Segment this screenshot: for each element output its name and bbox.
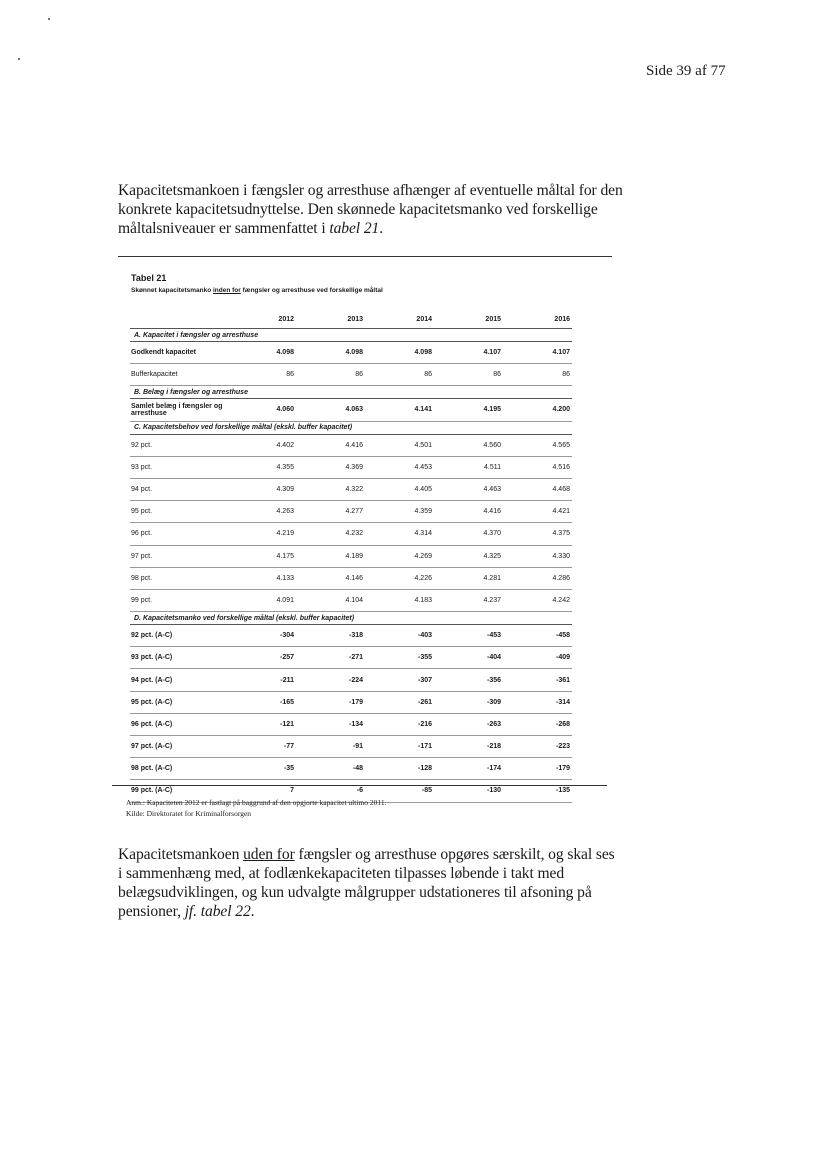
value-cell: -179 <box>296 691 365 713</box>
row-label: 93 pct. (A-C) <box>130 647 227 669</box>
value-cell: 4.375 <box>503 523 572 545</box>
table-row <box>130 399 572 421</box>
value-cell: -404 <box>434 647 503 669</box>
value-cell: 4.098 <box>365 342 434 364</box>
header-label-cell <box>130 310 227 329</box>
value-cell: 4.560 <box>434 434 503 456</box>
value-cell: -165 <box>227 691 296 713</box>
value-cell: 4.219 <box>227 523 296 545</box>
row-label: 94 pct. <box>130 478 227 500</box>
value-cell: 4.133 <box>227 567 296 589</box>
value-cell: -318 <box>296 625 365 647</box>
value-cell: 4.416 <box>296 434 365 456</box>
value-cell: 4.242 <box>503 589 572 611</box>
value-cell: 4.421 <box>503 501 572 523</box>
outro-table-reference: jf. tabel 22 <box>184 903 251 920</box>
table-notes <box>126 797 386 819</box>
value-cell: 4.330 <box>503 545 572 567</box>
value-cell: -458 <box>503 625 572 647</box>
outro-paragraph <box>118 845 618 921</box>
section-title-row <box>130 386 572 399</box>
value-cell: 4.175 <box>227 545 296 567</box>
row-label: 97 pct. <box>130 545 227 567</box>
intro-period: . <box>379 220 384 237</box>
value-cell: -223 <box>503 736 572 758</box>
value-cell: 4.195 <box>434 399 503 421</box>
value-cell: -216 <box>365 713 434 735</box>
value-cell: -257 <box>227 647 296 669</box>
value-cell: 4.370 <box>434 523 503 545</box>
row-label: 92 pct. <box>130 434 227 456</box>
row-label: 98 pct. <box>130 567 227 589</box>
outro-text-2: fængsler og arresthuse opgøres særskilt, og skal ses i sammenhæng med, at fodlænkekapaciteten tilpasses løbende i takt med belægsudviklingen, og kun udvalgte målgrupper udstationeres til afsoning på pensioner, <box>118 846 615 920</box>
value-cell: 4.402 <box>227 434 296 456</box>
table-row <box>130 434 572 456</box>
table-row <box>130 625 572 647</box>
intro-table-reference: tabel 21 <box>329 220 380 237</box>
value-cell: -85 <box>365 780 434 802</box>
value-cell: 4.098 <box>227 342 296 364</box>
value-cell: 4.098 <box>296 342 365 364</box>
table-row <box>130 478 572 500</box>
value-cell: -453 <box>434 625 503 647</box>
value-cell: -128 <box>365 758 434 780</box>
intro-text: Kapacitetsmankoen i fængsler og arresthuse afhænger af eventuelle måltal for den konkrete kapacitetsudnyttelse. Den skønnede kapacitetsmanko ved forskellige måltalsniveauer er sammenfattet i <box>118 182 623 237</box>
value-cell: -409 <box>503 647 572 669</box>
subtitle-underlined: inden for <box>213 287 241 294</box>
bottom-divider <box>112 785 607 786</box>
table-row <box>130 456 572 478</box>
section-title-row <box>130 612 572 625</box>
value-cell: 4.463 <box>434 478 503 500</box>
row-label: Godkendt kapacitet <box>130 342 227 364</box>
value-cell: 86 <box>503 364 572 386</box>
value-cell: -130 <box>434 780 503 802</box>
value-cell: 4.141 <box>365 399 434 421</box>
intro-paragraph <box>118 181 628 238</box>
row-label: 96 pct. (A-C) <box>130 713 227 735</box>
value-cell: -403 <box>365 625 434 647</box>
value-cell: 4.232 <box>296 523 365 545</box>
scan-speck <box>18 58 20 60</box>
note-kilde: Kilde: Direktoratet for Kriminalforsorgen <box>126 809 252 818</box>
value-cell: 4.281 <box>434 567 503 589</box>
value-cell: -224 <box>296 669 365 691</box>
value-cell: 4.405 <box>365 478 434 500</box>
table-row <box>130 342 572 364</box>
value-cell: 4.277 <box>296 501 365 523</box>
value-cell: -91 <box>296 736 365 758</box>
table-title: Tabel 21 <box>131 273 167 283</box>
value-cell: 4.511 <box>434 456 503 478</box>
value-cell: 4.146 <box>296 567 365 589</box>
table-row <box>130 691 572 713</box>
value-cell: 4.565 <box>503 434 572 456</box>
value-cell: 4.322 <box>296 478 365 500</box>
value-cell: 4.200 <box>503 399 572 421</box>
section-title-row <box>130 421 572 434</box>
section-title: D. Kapacitetsmanko ved forskellige måltal (ekskl. buffer kapacitet) <box>130 612 572 625</box>
table-row <box>130 589 572 611</box>
value-cell: -268 <box>503 713 572 735</box>
table-row <box>130 501 572 523</box>
value-cell: 4.314 <box>365 523 434 545</box>
outro-period: . <box>250 903 255 920</box>
value-cell: 4.501 <box>365 434 434 456</box>
value-cell: 4.355 <box>227 456 296 478</box>
value-cell: 4.269 <box>365 545 434 567</box>
section-title: C. Kapacitetsbehov ved forskellige måltal (ekskl. buffer kapacitet) <box>130 421 572 434</box>
value-cell: -356 <box>434 669 503 691</box>
outro-underlined: uden for <box>243 846 295 863</box>
value-cell: -211 <box>227 669 296 691</box>
table-row <box>130 523 572 545</box>
row-label: 99 pct. (A-C) <box>130 780 227 802</box>
table-row <box>130 669 572 691</box>
scan-speck <box>48 18 50 20</box>
section-title-row <box>130 329 572 342</box>
value-cell: 4.309 <box>227 478 296 500</box>
value-cell: 4.104 <box>296 589 365 611</box>
value-cell: 4.107 <box>434 342 503 364</box>
value-cell: -174 <box>434 758 503 780</box>
value-cell: 7 <box>227 780 296 802</box>
row-label: 93 pct. <box>130 456 227 478</box>
value-cell: -355 <box>365 647 434 669</box>
value-cell: 4.226 <box>365 567 434 589</box>
subtitle-part-2: fængsler og arresthuse ved forskellige måltal <box>240 287 383 294</box>
row-label: 99 pct. <box>130 589 227 611</box>
value-cell: 4.359 <box>365 501 434 523</box>
table-row <box>130 545 572 567</box>
table-row <box>130 713 572 735</box>
table-row <box>130 736 572 758</box>
year-header: 2013 <box>296 310 365 329</box>
value-cell: -304 <box>227 625 296 647</box>
value-cell: -263 <box>434 713 503 735</box>
table-header-row <box>130 310 572 329</box>
value-cell: 86 <box>365 364 434 386</box>
value-cell: 4.091 <box>227 589 296 611</box>
value-cell: 4.286 <box>503 567 572 589</box>
table-row <box>130 758 572 780</box>
value-cell: -77 <box>227 736 296 758</box>
row-label: Samlet belæg i fængsler og arresthuse <box>130 399 227 421</box>
value-cell: -307 <box>365 669 434 691</box>
value-cell: 4.107 <box>503 342 572 364</box>
row-label: 92 pct. (A-C) <box>130 625 227 647</box>
page-number: Side 39 af 77 <box>646 63 726 79</box>
value-cell: 86 <box>296 364 365 386</box>
row-label: 97 pct. (A-C) <box>130 736 227 758</box>
year-header: 2012 <box>227 310 296 329</box>
row-label: 98 pct. (A-C) <box>130 758 227 780</box>
value-cell: -135 <box>503 780 572 802</box>
year-header: 2015 <box>434 310 503 329</box>
value-cell: 4.453 <box>365 456 434 478</box>
row-label: 96 pct. <box>130 523 227 545</box>
top-divider <box>118 256 612 257</box>
value-cell: -48 <box>296 758 365 780</box>
subtitle-part-1: Skønnet kapacitetsmanko <box>131 287 213 294</box>
value-cell: 4.468 <box>503 478 572 500</box>
note-anm: Anm.: Kapaciteten 2012 er fastlagt på baggrund af den opgjorte kapacitet ultimo 2011. <box>126 798 387 807</box>
section-title: B. Belæg i fængsler og arresthuse <box>130 386 572 399</box>
table-row <box>130 364 572 386</box>
value-cell: -179 <box>503 758 572 780</box>
year-header: 2014 <box>365 310 434 329</box>
value-cell: -361 <box>503 669 572 691</box>
capacity-table <box>130 310 572 803</box>
row-label: 95 pct. (A-C) <box>130 691 227 713</box>
value-cell: 4.189 <box>296 545 365 567</box>
value-cell: -261 <box>365 691 434 713</box>
value-cell: -271 <box>296 647 365 669</box>
value-cell: 4.325 <box>434 545 503 567</box>
table-subtitle <box>131 287 383 294</box>
table-row <box>130 567 572 589</box>
value-cell: 4.263 <box>227 501 296 523</box>
value-cell: -314 <box>503 691 572 713</box>
table-row <box>130 647 572 669</box>
value-cell: -134 <box>296 713 365 735</box>
value-cell: -121 <box>227 713 296 735</box>
section-title: A. Kapacitet i fængsler og arresthuse <box>130 329 572 342</box>
value-cell: -309 <box>434 691 503 713</box>
row-label: 95 pct. <box>130 501 227 523</box>
value-cell: 4.416 <box>434 501 503 523</box>
value-cell: -6 <box>296 780 365 802</box>
value-cell: -171 <box>365 736 434 758</box>
value-cell: 4.369 <box>296 456 365 478</box>
value-cell: 86 <box>434 364 503 386</box>
value-cell: -218 <box>434 736 503 758</box>
value-cell: 4.060 <box>227 399 296 421</box>
value-cell: 4.183 <box>365 589 434 611</box>
outro-text-1: Kapacitetsmankoen <box>118 846 244 863</box>
value-cell: -35 <box>227 758 296 780</box>
value-cell: 4.237 <box>434 589 503 611</box>
row-label: 94 pct. (A-C) <box>130 669 227 691</box>
row-label: Bufferkapacitet <box>130 364 227 386</box>
value-cell: 86 <box>227 364 296 386</box>
value-cell: 4.516 <box>503 456 572 478</box>
year-header: 2016 <box>503 310 572 329</box>
value-cell: 4.063 <box>296 399 365 421</box>
